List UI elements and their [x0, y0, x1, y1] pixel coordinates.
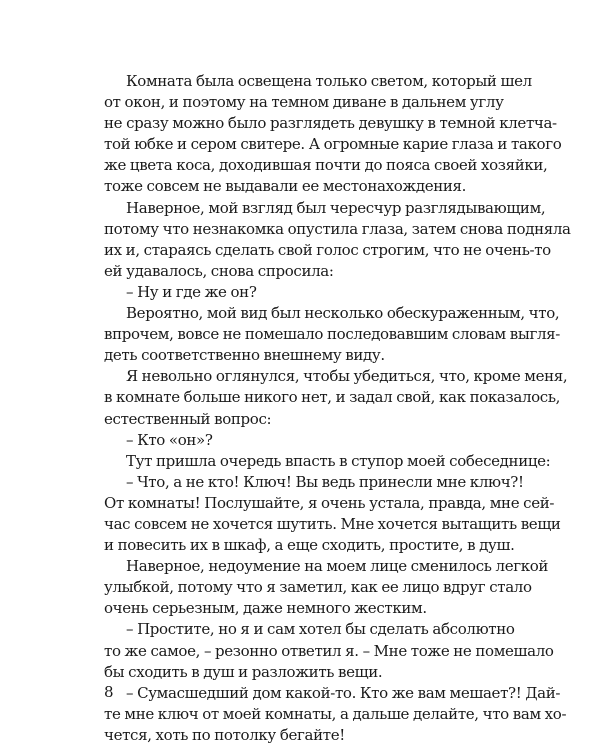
text-line: час совсем не хочется шутить. Мне хочется вытащить вещи — [104, 514, 561, 533]
text-line: Я невольно оглянулся, чтобы убедиться, что, кроме меня, — [126, 367, 568, 386]
text-line: – Сумасшедший дом какой-то. Кто же вам мешает?! Дай- — [126, 683, 561, 702]
text-line: от окон, и поэтому на темном диване в дальнем углу — [104, 93, 504, 112]
text-line: Комната была освещена только светом, который шел — [126, 72, 532, 90]
text-line: ей удавалось, снова спросила: — [104, 261, 334, 280]
text-line: бы сходить в душ и разложить вещи. — [104, 662, 383, 681]
text-line: тоже совсем не выдавали ее местонахождения. — [104, 177, 467, 196]
text-line: той юбке и сером свитере. А огромные карие глаза и такого — [104, 135, 562, 154]
text-line: же цвета коса, доходившая почти до пояса своей хозяйки, — [104, 156, 548, 175]
text-line: то же самое, – резонно ответил я. – Мне тоже не помешало — [104, 641, 554, 660]
text-line: От комнаты! Послушайте, я очень устала, правда, мне сей- — [104, 493, 555, 512]
text-line: те мне ключ от моей комнаты, а дальше делайте, что вам хо- — [104, 704, 567, 723]
text-line: естественный вопрос: — [104, 409, 272, 428]
text-line: впрочем, вовсе не помешало последовавшим словам выгля- — [104, 325, 560, 344]
text-line: улыбкой, потому что я заметил, как ее лицо вдруг стало — [104, 578, 532, 597]
text-line: – Кто «он»? — [126, 430, 213, 449]
text-line: в комнате больше никого нет, и задал свой, как показалось, — [104, 388, 561, 407]
text-line: – Ну и где же он? — [126, 282, 257, 301]
text-line: Наверное, мой взгляд был чересчур разглядывающим, — [126, 198, 546, 217]
text-line: Вероятно, мой вид был несколько обескураженным, что, — [126, 304, 560, 323]
text-line: чется, хоть по потолку бегайте! — [104, 725, 345, 744]
text-line: деть соответственно внешнему виду. — [104, 346, 385, 365]
text-line: Тут пришла очередь впасть в ступор моей собеседнице: — [126, 451, 551, 470]
text-line: – Простите, но я и сам хотел бы сделать абсолютно — [126, 620, 515, 639]
text-line: и повесить их в шкаф, а еще сходить, простите, в душ. — [104, 536, 515, 555]
text-line: их и, стараясь сделать свой голос строгим, что не очень-то — [104, 240, 551, 259]
text-line: – Что, а не кто! Ключ! Вы ведь принесли мне ключ?! — [126, 472, 524, 491]
text-line: потому что незнакомка опустила глаза, затем снова подняла — [104, 219, 571, 238]
page-number: 8 — [104, 683, 114, 701]
text-line: очень серьезным, даже немного жестким. — [104, 599, 427, 618]
text-line: Наверное, недоумение на моем лице сменилось легкой — [126, 557, 549, 576]
body-text — [104, 71, 571, 746]
text-line: не сразу можно было разглядеть девушку в темной клетча- — [104, 114, 557, 133]
